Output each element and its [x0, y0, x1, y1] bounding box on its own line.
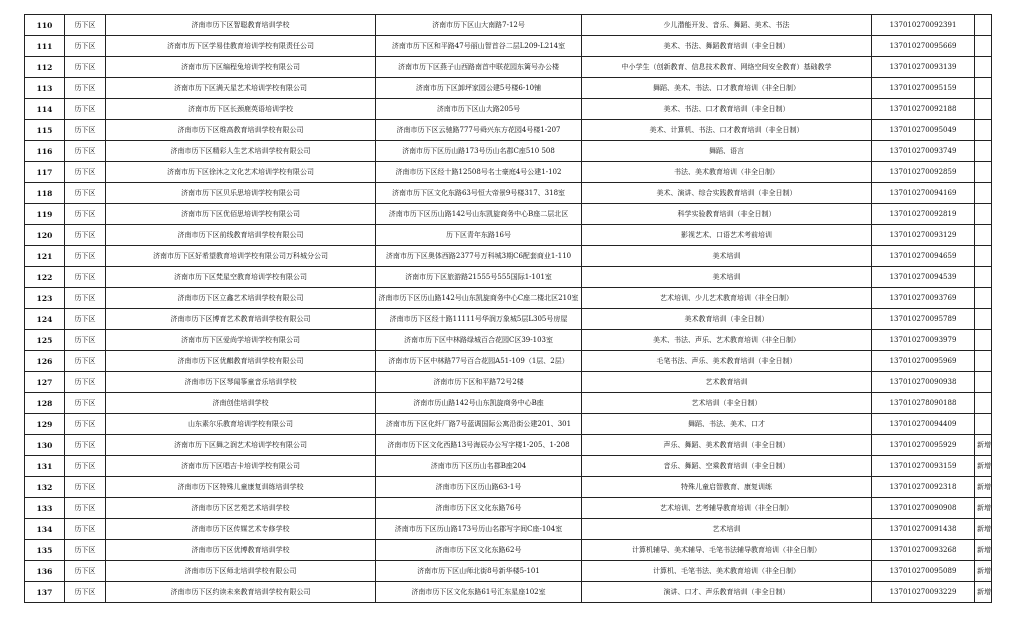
district-cell: 历下区 — [65, 330, 106, 351]
school-name-cell: 济南市历下区优佰思培训学校有限公司 — [106, 204, 376, 225]
school-name-cell: 济南创佳培训学校 — [106, 393, 376, 414]
address-cell: 济南市历下区经十路11111号华润万象城5层L305号房屋 — [376, 309, 582, 330]
row-number: 121 — [25, 246, 65, 267]
table-body — [25, 15, 992, 603]
school-name-cell: 济南市历下区编程兔培训学校有限公司 — [106, 57, 376, 78]
note-cell: 新增 — [975, 435, 992, 456]
scope-cell: 美术培训 — [582, 267, 872, 288]
district-cell: 历下区 — [65, 582, 106, 603]
scope-cell: 艺术培训 — [582, 519, 872, 540]
row-number: 122 — [25, 267, 65, 288]
table-row — [25, 540, 992, 561]
license-code-cell: 137010278090188 — [872, 393, 975, 414]
address-cell: 济南市历下区卸坪家园公建5号楼6-10铺 — [376, 78, 582, 99]
school-name-cell: 济南市历下区艺苑艺术培训学校 — [106, 498, 376, 519]
address-cell: 济南市历下区历山路142号山东凯旋商务中心B座二层北区 — [376, 204, 582, 225]
scope-cell: 舞蹈、美术、书法、口才教育培训（非全日制） — [582, 78, 872, 99]
address-cell: 济南市历下区和平路72号2楼 — [376, 372, 582, 393]
scope-cell: 美术、演讲、综合实践教育培训（非全日制） — [582, 183, 872, 204]
table-row — [25, 561, 992, 582]
address-cell: 济南市历下区山师北街8号新华楼5-101 — [376, 561, 582, 582]
scope-cell: 舞蹈、语言 — [582, 141, 872, 162]
district-cell: 历下区 — [65, 162, 106, 183]
row-number: 128 — [25, 393, 65, 414]
license-code-cell: 137010270095089 — [872, 561, 975, 582]
district-cell: 历下区 — [65, 225, 106, 246]
district-cell: 历下区 — [65, 288, 106, 309]
row-number: 133 — [25, 498, 65, 519]
scope-cell: 美术、书法、舞蹈教育培训（非全日制） — [582, 36, 872, 57]
table-row — [25, 225, 992, 246]
address-cell: 历下区青年东路16号 — [376, 225, 582, 246]
table-row — [25, 57, 992, 78]
license-code-cell: 137010270095929 — [872, 435, 975, 456]
scope-cell: 声乐、舞蹈、美术教育培训（非全日制） — [582, 435, 872, 456]
scope-cell: 美术、书法、口才教育培训（非全日制） — [582, 99, 872, 120]
license-code-cell: 137010270095789 — [872, 309, 975, 330]
school-name-cell: 济南市历下区立鑫艺术培训学校有限公司 — [106, 288, 376, 309]
license-code-cell: 137010270095159 — [872, 78, 975, 99]
note-cell — [975, 414, 992, 435]
scope-cell: 舞蹈、书法、美术、口才 — [582, 414, 872, 435]
school-name-cell: 济南市历下区满天星艺术培训学校有限公司 — [106, 78, 376, 99]
scope-cell: 演讲、口才、声乐教育培训（非全日制） — [582, 582, 872, 603]
license-code-cell: 137010270093749 — [872, 141, 975, 162]
note-cell: 新增 — [975, 582, 992, 603]
note-cell — [975, 372, 992, 393]
note-cell — [975, 57, 992, 78]
address-cell: 济南市历下区文化西路13号海辰办公写字楼1-205、1-208 — [376, 435, 582, 456]
scope-cell: 特殊儿童启智教育、康复训练 — [582, 477, 872, 498]
school-name-cell: 济南市历下区贝乐思培训学校有限公司 — [106, 183, 376, 204]
district-cell: 历下区 — [65, 78, 106, 99]
scope-cell: 书法、美术教育培训（非全日制） — [582, 162, 872, 183]
license-code-cell: 137010270094539 — [872, 267, 975, 288]
license-code-cell: 137010270093229 — [872, 582, 975, 603]
scope-cell: 艺术教育培训 — [582, 372, 872, 393]
table-row — [25, 183, 992, 204]
district-cell: 历下区 — [65, 141, 106, 162]
note-cell: 新增 — [975, 519, 992, 540]
note-cell — [975, 120, 992, 141]
table-row — [25, 393, 992, 414]
school-name-cell: 济南市历下区舞之润艺术培训学校有限公司 — [106, 435, 376, 456]
district-cell: 历下区 — [65, 393, 106, 414]
table-row — [25, 120, 992, 141]
address-cell: 济南市历下区云驰路777号舜兴东方花园4号楼1-207 — [376, 120, 582, 141]
table-row — [25, 15, 992, 36]
license-code-cell: 137010270090908 — [872, 498, 975, 519]
address-cell: 济南市历下区历山路63-1号 — [376, 477, 582, 498]
scope-cell: 美术教育培训（非全日制） — [582, 309, 872, 330]
district-cell: 历下区 — [65, 561, 106, 582]
table-row — [25, 288, 992, 309]
address-cell: 济南市历下区中林路绿城百合花园C区39-103室 — [376, 330, 582, 351]
school-name-cell: 济南市历下区学易佳教育培训学校有限责任公司 — [106, 36, 376, 57]
row-number: 126 — [25, 351, 65, 372]
row-number: 114 — [25, 99, 65, 120]
license-code-cell: 137010270093129 — [872, 225, 975, 246]
scope-cell: 美术、计算机、书法、口才教育培训（非全日制） — [582, 120, 872, 141]
school-name-cell: 济南市历下区传媒艺术专修学校 — [106, 519, 376, 540]
table-row — [25, 78, 992, 99]
row-number: 120 — [25, 225, 65, 246]
row-number: 110 — [25, 15, 65, 36]
row-number: 130 — [25, 435, 65, 456]
row-number: 124 — [25, 309, 65, 330]
note-cell: 新增 — [975, 456, 992, 477]
table-row — [25, 162, 992, 183]
note-cell — [975, 141, 992, 162]
table-row — [25, 309, 992, 330]
address-cell: 济南市历下区旅游路21555号555国际1-101室 — [376, 267, 582, 288]
address-cell: 济南市历下区历山名郡B座204 — [376, 456, 582, 477]
school-name-cell: 济南市历下区师北培训学校有限公司 — [106, 561, 376, 582]
address-cell: 济南市历下区燕子山西路南首中联花园东篱号办公楼 — [376, 57, 582, 78]
address-cell: 济南市历下区和平路47号丽山智首谷二层L209-L214室 — [376, 36, 582, 57]
row-number: 123 — [25, 288, 65, 309]
row-number: 116 — [25, 141, 65, 162]
table-row — [25, 435, 992, 456]
license-code-cell: 137010270093268 — [872, 540, 975, 561]
school-name-cell: 济南市历下区徐沐之文化艺术培训学校有限公司 — [106, 162, 376, 183]
address-cell: 济南市历山路142号山东凯旋商务中心B座 — [376, 393, 582, 414]
table-row — [25, 141, 992, 162]
district-cell: 历下区 — [65, 57, 106, 78]
license-code-cell: 137010270095669 — [872, 36, 975, 57]
scope-cell: 美术培训 — [582, 246, 872, 267]
school-name-cell: 济南市历下区优麒教育培训学校有限公司 — [106, 351, 376, 372]
note-cell — [975, 288, 992, 309]
license-code-cell: 137010270093159 — [872, 456, 975, 477]
table-row — [25, 204, 992, 225]
school-name-cell: 济南市历下区优博教育培训学校 — [106, 540, 376, 561]
address-cell: 济南市历下区奥体西路2377号万科城3期C6配套商业1-110 — [376, 246, 582, 267]
scope-cell: 音乐、舞蹈、空乘教育培训（非全日制） — [582, 456, 872, 477]
note-cell — [975, 204, 992, 225]
license-code-cell: 137010270090938 — [872, 372, 975, 393]
table-row — [25, 498, 992, 519]
table-row — [25, 246, 992, 267]
district-cell: 历下区 — [65, 267, 106, 288]
address-cell: 济南市历下区山大路205号 — [376, 99, 582, 120]
table-row — [25, 372, 992, 393]
row-number: 137 — [25, 582, 65, 603]
note-cell — [975, 309, 992, 330]
note-cell — [975, 162, 992, 183]
school-name-cell: 济南市历下区前线教育培训学校有限公司 — [106, 225, 376, 246]
row-number: 113 — [25, 78, 65, 99]
address-cell: 济南市历下区历山路173号历山名郡写字间C座-104室 — [376, 519, 582, 540]
scope-cell: 计算机、毛笔书法、美术教育培训（非全日制） — [582, 561, 872, 582]
school-name-cell: 济南市历下区博育艺术教育培训学校有限公司 — [106, 309, 376, 330]
address-cell: 济南市历下区经十路12508号名士豪庭4号公建1-102 — [376, 162, 582, 183]
district-cell: 历下区 — [65, 15, 106, 36]
school-name-cell: 山东素尔乐教育培训学校有限公司 — [106, 414, 376, 435]
row-number: 134 — [25, 519, 65, 540]
license-code-cell: 137010270094169 — [872, 183, 975, 204]
address-cell: 济南市历下区文化东路61号汇东星座102室 — [376, 582, 582, 603]
note-cell — [975, 78, 992, 99]
note-cell — [975, 393, 992, 414]
table-row — [25, 330, 992, 351]
school-name-cell: 济南市历下区约读未来教育培训学校有限公司 — [106, 582, 376, 603]
note-cell — [975, 351, 992, 372]
row-number: 129 — [25, 414, 65, 435]
school-name-cell: 济南市历下区爱尚学培训学校有限公司 — [106, 330, 376, 351]
license-code-cell: 137010270093769 — [872, 288, 975, 309]
district-cell: 历下区 — [65, 120, 106, 141]
school-name-cell: 济南市历下区长颈鹿英语培训学校 — [106, 99, 376, 120]
table-row — [25, 351, 992, 372]
scope-cell: 科学实验教育培训（非全日制） — [582, 204, 872, 225]
row-number: 117 — [25, 162, 65, 183]
row-number: 119 — [25, 204, 65, 225]
scope-cell: 毛笔书法、声乐、美术教育培训（非全日制） — [582, 351, 872, 372]
scope-cell: 影视艺术、口语艺术考前培训 — [582, 225, 872, 246]
district-cell: 历下区 — [65, 477, 106, 498]
school-name-cell: 济南市历下区唱吉卡培训学校有限公司 — [106, 456, 376, 477]
scope-cell: 艺术培训、艺考辅导教育培训（非全日制） — [582, 498, 872, 519]
note-cell — [975, 267, 992, 288]
address-cell: 济南市历下区历山路142号山东凯旋商务中心C座二楼北区210室 — [376, 288, 582, 309]
row-number: 118 — [25, 183, 65, 204]
note-cell: 新增 — [975, 477, 992, 498]
license-code-cell: 137010270095969 — [872, 351, 975, 372]
license-code-cell: 137010270092318 — [872, 477, 975, 498]
school-name-cell: 济南市历下区精彩人生艺术培训学校有限公司 — [106, 141, 376, 162]
table-row — [25, 582, 992, 603]
school-registry-table — [24, 14, 992, 603]
license-code-cell: 137010270093139 — [872, 57, 975, 78]
district-cell: 历下区 — [65, 414, 106, 435]
scope-cell: 计算机辅导、美术辅导、毛笔书法辅导教育培训（非全日制） — [582, 540, 872, 561]
scope-cell: 少儿潜能开发、音乐、舞蹈、美术、书法 — [582, 15, 872, 36]
school-name-cell: 济南市历下区维高教育培训学校有限公司 — [106, 120, 376, 141]
school-name-cell: 济南市历下区智聪教育培训学校 — [106, 15, 376, 36]
table-row — [25, 519, 992, 540]
district-cell: 历下区 — [65, 435, 106, 456]
scope-cell: 艺术培训（非全日制） — [582, 393, 872, 414]
district-cell: 历下区 — [65, 372, 106, 393]
district-cell: 历下区 — [65, 183, 106, 204]
row-number: 112 — [25, 57, 65, 78]
district-cell: 历下区 — [65, 99, 106, 120]
note-cell — [975, 330, 992, 351]
note-cell — [975, 36, 992, 57]
district-cell: 历下区 — [65, 456, 106, 477]
note-cell — [975, 183, 992, 204]
license-code-cell: 137010270093979 — [872, 330, 975, 351]
note-cell — [975, 246, 992, 267]
table-row — [25, 99, 992, 120]
note-cell: 新增 — [975, 540, 992, 561]
note-cell: 新增 — [975, 561, 992, 582]
row-number: 136 — [25, 561, 65, 582]
school-name-cell: 济南市历下区梵星空教育培训学校有限公司 — [106, 267, 376, 288]
row-number: 111 — [25, 36, 65, 57]
address-cell: 济南市历下区中林路77号百合花园A51-109（1层、2层） — [376, 351, 582, 372]
row-number: 127 — [25, 372, 65, 393]
scope-cell: 中小学生（创新教育、信息技术教育、网络空间安全教育）基础教学 — [582, 57, 872, 78]
district-cell: 历下区 — [65, 36, 106, 57]
row-number: 132 — [25, 477, 65, 498]
school-name-cell: 济南市历下区好希望教育培训学校有限公司万科城分公司 — [106, 246, 376, 267]
address-cell: 济南市历下区化纤厂路7号蓝调国际公寓沿街公建201、301 — [376, 414, 582, 435]
note-cell — [975, 99, 992, 120]
address-cell: 济南市历下区文化东路63号恒大帝景9号楼317、318室 — [376, 183, 582, 204]
license-code-cell: 137010270095049 — [872, 120, 975, 141]
row-number: 131 — [25, 456, 65, 477]
license-code-cell: 137010270091438 — [872, 519, 975, 540]
row-number: 115 — [25, 120, 65, 141]
address-cell: 济南市历下区文化东路76号 — [376, 498, 582, 519]
table-row — [25, 414, 992, 435]
license-code-cell: 137010270094409 — [872, 414, 975, 435]
license-code-cell: 137010270092391 — [872, 15, 975, 36]
license-code-cell: 137010270092819 — [872, 204, 975, 225]
table-row — [25, 267, 992, 288]
table-row — [25, 36, 992, 57]
district-cell: 历下区 — [65, 519, 106, 540]
table-row — [25, 456, 992, 477]
district-cell: 历下区 — [65, 498, 106, 519]
scope-cell: 美术、书法、声乐、艺术教育培训（非全日制） — [582, 330, 872, 351]
license-code-cell: 137010270092188 — [872, 99, 975, 120]
table-row — [25, 477, 992, 498]
district-cell: 历下区 — [65, 204, 106, 225]
license-code-cell: 137010270094659 — [872, 246, 975, 267]
note-cell — [975, 15, 992, 36]
note-cell: 新增 — [975, 498, 992, 519]
row-number: 125 — [25, 330, 65, 351]
school-name-cell: 济南市历下区琴闻筝童音乐培训学校 — [106, 372, 376, 393]
address-cell: 济南市历下区历山路173号历山名郡C座510 508 — [376, 141, 582, 162]
scope-cell: 艺术培训、少儿艺术教育培训（非全日制） — [582, 288, 872, 309]
district-cell: 历下区 — [65, 540, 106, 561]
district-cell: 历下区 — [65, 309, 106, 330]
license-code-cell: 137010270092859 — [872, 162, 975, 183]
row-number: 135 — [25, 540, 65, 561]
note-cell — [975, 225, 992, 246]
address-cell: 济南市历下区山大南路7-12号 — [376, 15, 582, 36]
district-cell: 历下区 — [65, 246, 106, 267]
school-name-cell: 济南市历下区特殊儿童康复训练培训学校 — [106, 477, 376, 498]
address-cell: 济南市历下区文化东路62号 — [376, 540, 582, 561]
district-cell: 历下区 — [65, 351, 106, 372]
